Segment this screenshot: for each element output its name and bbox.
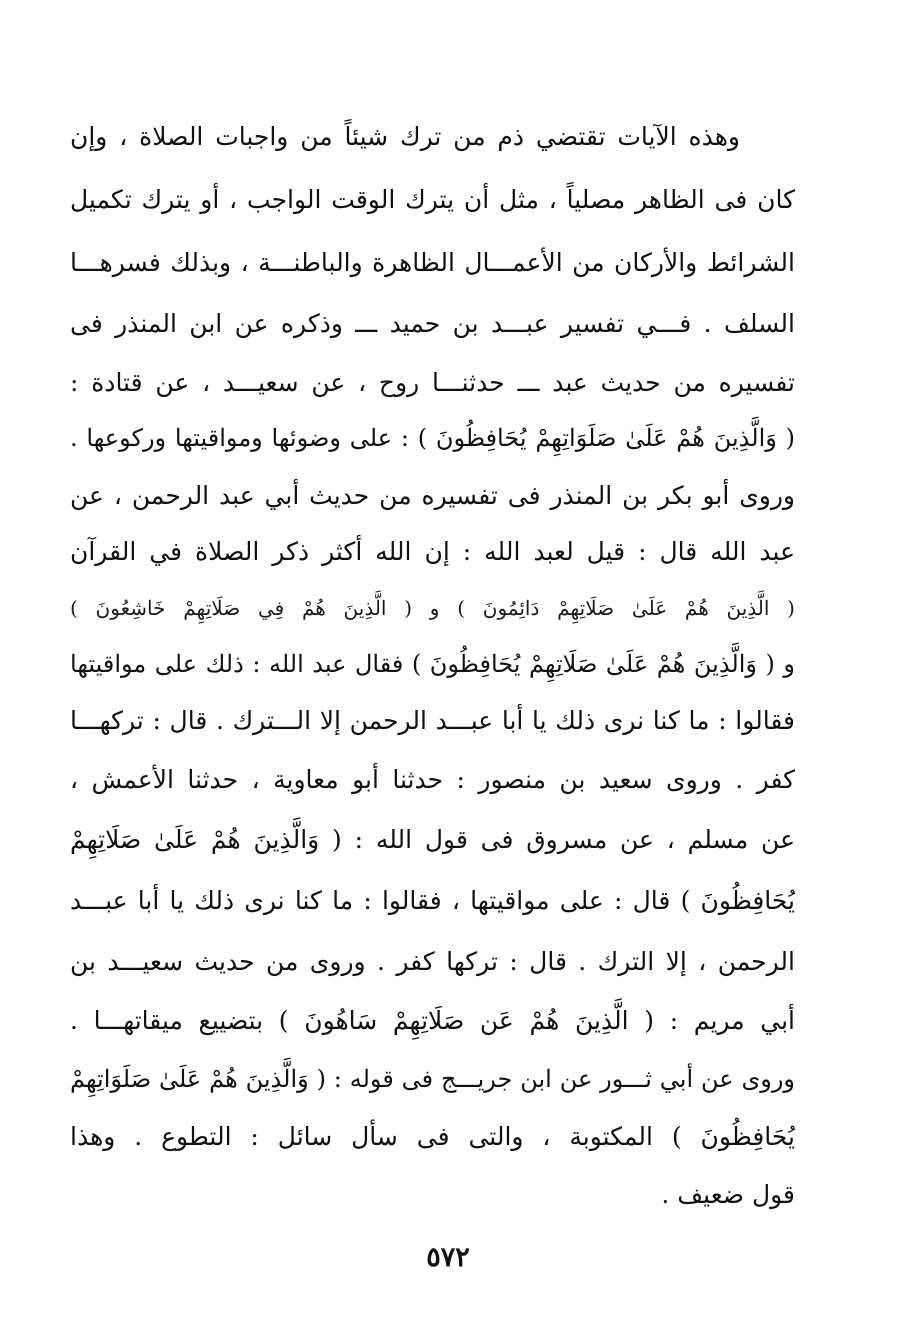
text-line-11: فقالوا : ما كنا نرى ذلك يا أبا عبـــد الرحمن إلا الـــترك . قال : تركهـــا xyxy=(70,706,795,735)
text-line-12: كفر . وروى سعيد بن منصور : حدثنا أبو معاوية ، حدثنا الأعمش ، xyxy=(70,765,795,794)
text-line-1: وهذه الآيات تقتضي ذم من ترك شيئاً من واجبات الصلاة ، وإن xyxy=(70,122,740,151)
text-line-2: كان فى الظاهر مصلياً ، مثل أن يترك الوقت الواجب ، أو يترك تكميل xyxy=(70,185,795,214)
text-line-8: عبد الله قال : قيل لعبد الله : إن الله أكثر ذكر الصلاة في القرآن xyxy=(70,537,795,566)
text-line-6-quran: ( وَالَّذِينَ هُمْ عَلَىٰ صَلَوَاتِهِمْ يُحَافِظُونَ ) : على وضوئها ومواقيتها وركوعها . xyxy=(70,424,795,452)
text-line-19: قول ضعيف . xyxy=(661,1180,795,1209)
text-line-9-quran: ( الَّذِينَ هُمْ عَلَىٰ صَلَاتِهِمْ دَائِمُونَ ) و ( الَّذِينَ هُمْ فِي صَلَاتِهِمْ خَاشِعُونَ ) xyxy=(70,596,795,620)
text-line-18: يُحَافِظُونَ ) المكتوبة ، والتى فى سأل سائل : التطوع . وهذا xyxy=(70,1122,795,1151)
text-line-4: السلف . فـــي تفسير عبـــد بن حميد ـــ وذكره عن ابن المنذر فى xyxy=(70,309,795,338)
text-line-13: عن مسلم ، عن مسروق فى قول الله : ( وَالَّذِينَ هُمْ عَلَىٰ صَلَاتِهِمْ xyxy=(70,825,795,854)
page-number: ٥٧٢ xyxy=(426,1242,470,1273)
text-line-3: الشرائط والأركان من الأعمـــال الظاهرة والباطنـــة ، وبذلك فسرهـــا xyxy=(70,248,795,277)
text-line-10: و ( وَالَّذِينَ هُمْ عَلَىٰ صَلَاتِهِمْ يُحَافِظُونَ ) فقال عبد الله : ذلك على مواقيتها xyxy=(70,650,795,678)
text-line-7: وروى أبو بكر بن المنذر فى تفسيره من حديث أبي عبد الرحمن ، عن xyxy=(70,481,795,510)
text-line-14: يُحَافِظُونَ ) قال : على مواقيتها ، فقالوا : ما كنا نرى ذلك يا أبا عبـــد xyxy=(70,886,795,915)
text-line-17: وروى عن أبي ثـــور عن ابن جريـــج فى قوله : ( وَالَّذِينَ هُمْ عَلَىٰ صَلَوَاتِهِمْ xyxy=(70,1065,795,1093)
text-line-15: الرحمن ، إلا الترك . قال : تركها كفر . وروى من حديث سعيـــد بن xyxy=(70,947,795,976)
text-line-16: أبي مريم : ( الَّذِينَ هُمْ عَن صَلَاتِهِمْ سَاهُونَ ) بتضييع ميقاتهـــا . xyxy=(70,1006,795,1035)
text-line-5: تفسيره من حديث عبد ـــ حدثنـــا روح ، عن سعيـــد ، عن قتادة : xyxy=(70,368,795,397)
